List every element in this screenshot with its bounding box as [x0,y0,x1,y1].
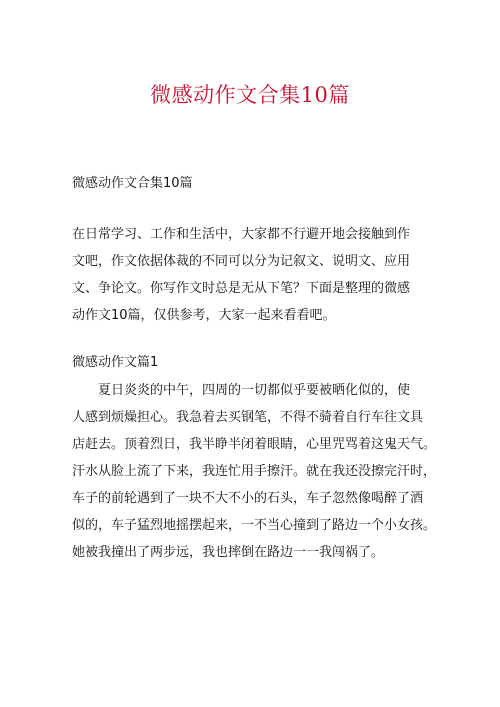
essay-body-paragraph [72,377,444,566]
body-line: 店赶去。顶着烈日，我半睁半闭着眼睛，心里咒骂着这鬼天气。 [72,437,437,452]
body-line: 似的，车子猛烈地摇摆起来，一不当心撞到了路边一个小女孩。 [72,518,437,533]
document-title: 微感动作文合集10篇 [150,83,350,107]
document-subtitle: 微感动作文合集10篇 [72,176,193,191]
body-line: 车子的前轮遇到了一块不大不小的石头，车子忽然像喝醉了酒 [72,491,424,506]
intro-line: 文吧，作文依据体裁的不同可以分为记叙文、说明文、应用 [72,254,411,269]
body-line: 人感到烦燥担心。我急着去买钢笔，不得不骑着自行车往文具 [72,410,424,425]
section-heading: 微感动作文篇1 [72,355,159,370]
intro-line: 动作文10篇，仅供参考，大家一起来看看吧。 [72,308,336,323]
intro-line: 在日常学习、工作和生活中，大家都不行避开地会接触到作 [72,227,411,242]
body-line: 汗水从脸上流了下来，我连忙用手擦汗。就在我还没擦完汗时， [72,464,437,479]
intro-line: 文、争论文。你写作文时总是无从下笔？下面是整理的微感 [72,281,411,296]
body-line: 她被我撞出了两步远，我也摔倒在路边一一我闯祸了。 [72,545,385,560]
intro-paragraph [72,221,432,329]
body-line: 夏日炎炎的中午，四周的一切都似乎要被晒化似的，使 [98,383,411,398]
